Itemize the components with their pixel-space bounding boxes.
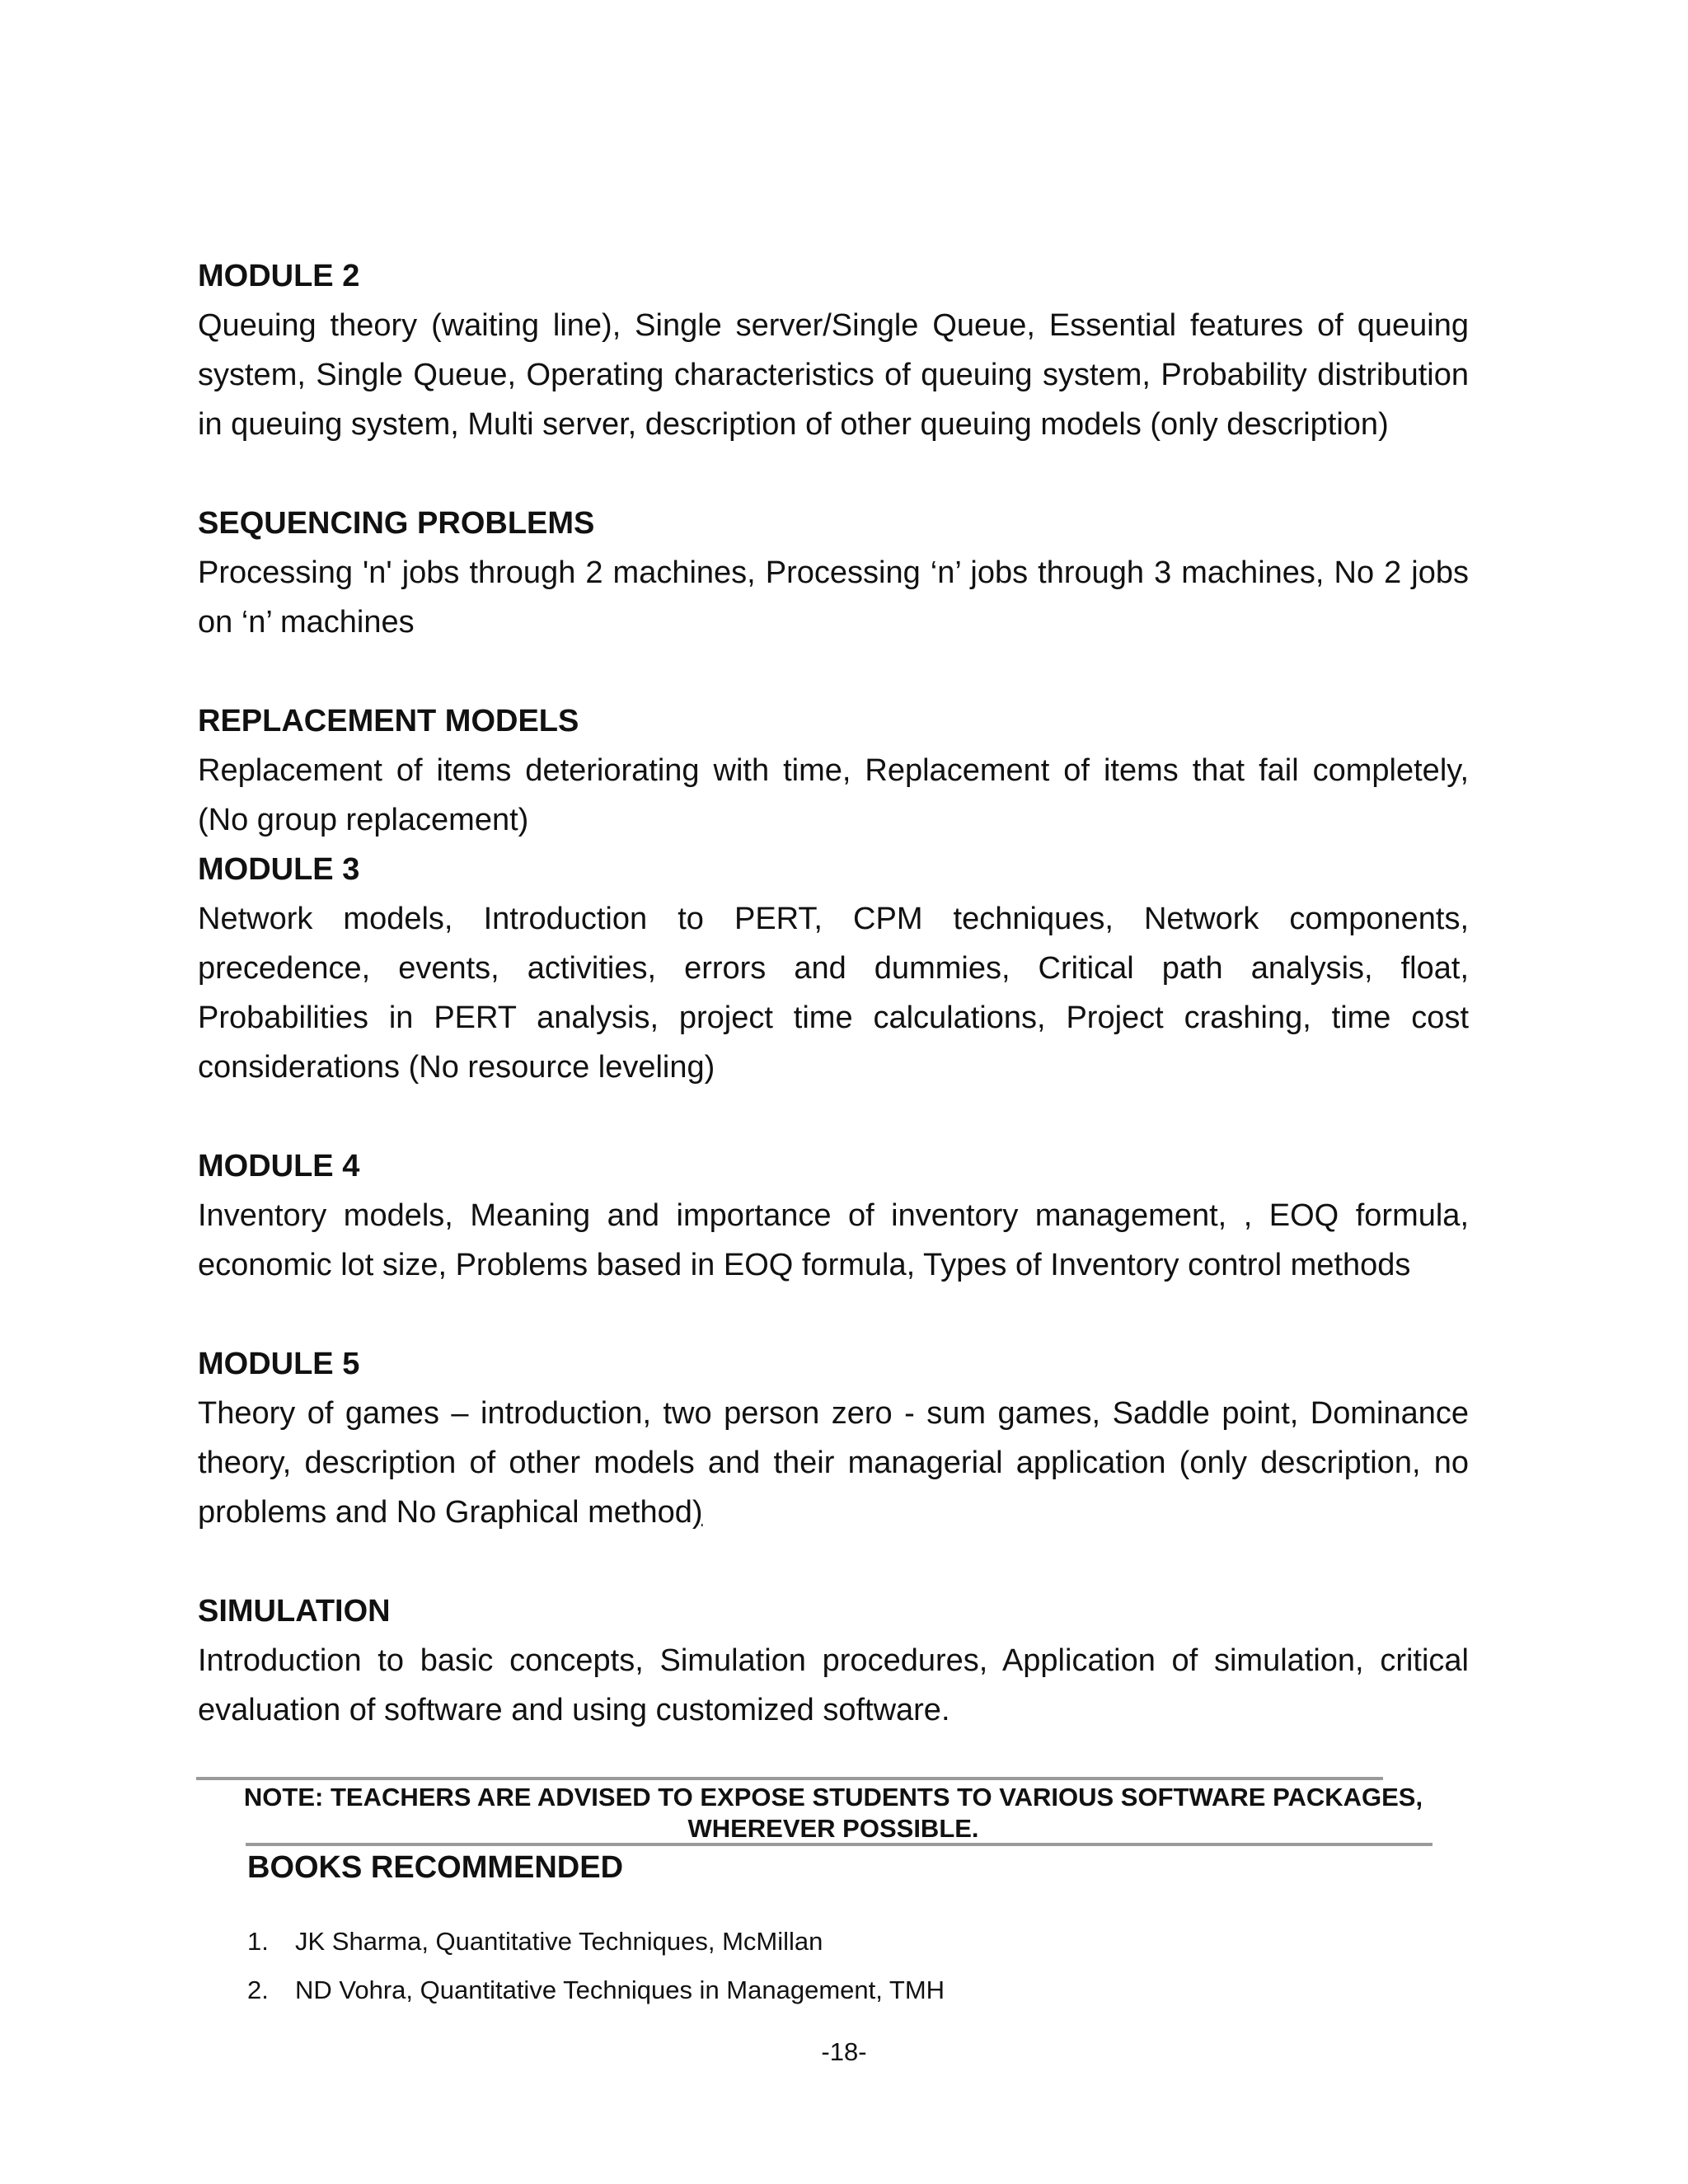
- section-heading: SIMULATION: [198, 1594, 391, 1629]
- teacher-note-line-1: NOTE: TEACHERS ARE ADVISED TO EXPOSE STUDENTS TO VARIOUS SOFTWARE PACKAGES,: [243, 1783, 1423, 1811]
- section-heading: MODULE 2: [198, 259, 360, 293]
- page-number: -18-: [821, 2037, 867, 2066]
- section-replacement-models: [198, 696, 1469, 845]
- section-body: Replacement of items deteriorating with time, Replacement of items that fail completely, (No group replacement): [198, 753, 1469, 837]
- section-heading: SEQUENCING PROBLEMS: [198, 506, 595, 541]
- section-body-main: Theory of games – introduction, two person zero - sum games, Saddle point, Dominance theory, description of other models and their managerial application (only description, no problems and No Graphical method: [198, 1396, 1469, 1530]
- section-simulation: [198, 1586, 1469, 1735]
- section-body-closing-paren: ): [692, 1495, 703, 1530]
- books-heading: BOOKS RECOMMENDED: [247, 1850, 624, 1885]
- book-item-number: 2.: [247, 1975, 269, 2004]
- divider-top: [196, 1777, 1383, 1780]
- section-heading: MODULE 4: [198, 1149, 360, 1183]
- section-heading: REPLACEMENT MODELS: [198, 704, 579, 738]
- section-body: [198, 1389, 1469, 1537]
- books-list: [247, 1917, 945, 2014]
- section-sequencing-problems: [198, 499, 1469, 647]
- teacher-note-line-2: WHEREVER POSSIBLE.: [687, 1814, 979, 1843]
- section-heading: MODULE 5: [198, 1347, 360, 1381]
- book-item-text: ND Vohra, Quantitative Techniques in Management, TMH: [295, 1975, 945, 2004]
- syllabus-content: [198, 251, 1469, 1735]
- section-module-4: [198, 1141, 1469, 1290]
- section-module-3: [198, 845, 1469, 1092]
- section-module-2: [198, 251, 1469, 449]
- section-heading: MODULE 3: [198, 852, 360, 887]
- section-body: Introduction to basic concepts, Simulation procedures, Application of simulation, critical evaluation of software and using customized software.: [198, 1643, 1469, 1727]
- section-body: Network models, Introduction to PERT, CPM techniques, Network components, precedence, events, activities, errors and dummies, Critical path analysis, float, Probabilities in PERT analysis, project time calculations, Project crashing, time cost considerations (No resource leveling): [198, 902, 1469, 1085]
- teacher-note: [198, 1782, 1469, 1844]
- section-module-5: [198, 1339, 1469, 1537]
- section-body: Processing 'n' jobs through 2 machines, Processing ‘n’ jobs through 3 machines, No 2 jobs on ‘n’ machines: [198, 555, 1469, 640]
- book-item-text: JK Sharma, Quantitative Techniques, McMillan: [295, 1927, 823, 1956]
- book-item-number: 1.: [247, 1927, 269, 1956]
- book-item: [247, 1966, 945, 2014]
- book-item: [247, 1917, 945, 1966]
- section-body: Queuing theory (waiting line), Single server/Single Queue, Essential features of queuing system, Single Queue, Operating characteristics of queuing system, Probability distribution in queuing system, Multi server, description of other queuing models (only description): [198, 308, 1469, 442]
- section-body: Inventory models, Meaning and importance of inventory management, , EOQ formula, economic lot size, Problems based in EOQ formula, Types of Inventory control methods: [198, 1198, 1469, 1282]
